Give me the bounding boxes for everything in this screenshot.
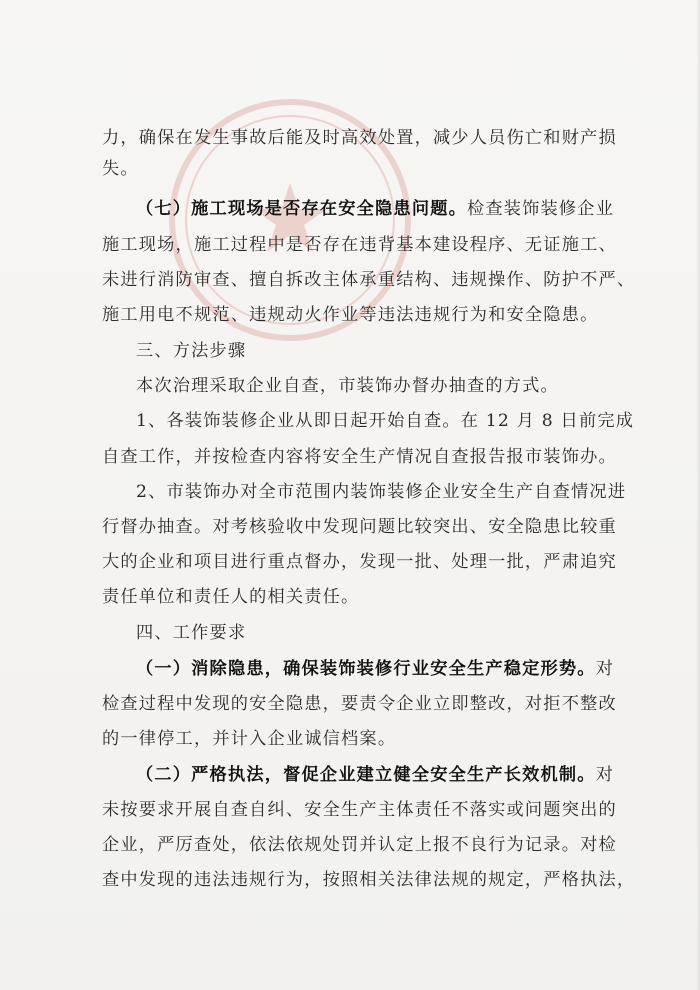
text-line-22-content: 查中发现的违法违规行为，按照相关法律法规的规定，严格执法， [102, 870, 636, 890]
text-line-11 [136, 480, 626, 504]
text-line-18 [102, 727, 396, 751]
text-line-11-content: 2、市装饰办对全市范围内装饰装修企业安全生产自查情况进 [136, 482, 627, 502]
section-4-title: 四、工作要求 [136, 623, 247, 643]
text-line-5-content: 未进行消防审查、擅自拆改主体承重结构、违规操作、防护不严、 [102, 270, 636, 290]
requirement-1-heading [136, 657, 614, 681]
text-line-1-content: 力，确保在发生事故后能及时高效处置，减少人员伤亡和财产损 [102, 128, 617, 148]
text-line-18-content: 的一律停工，并计入企业诚信档案。 [102, 729, 397, 749]
text-line-14 [102, 585, 359, 609]
text-line-9-content: 1、各装饰装修企业从即日起开始自查。在 12 月 8 日前完成 [136, 411, 635, 431]
requirement-2-title: （二）严格执法，督促企业建立健全安全生产长效机制。 [136, 765, 596, 785]
text-line-2 [102, 157, 139, 181]
text-line-10-content: 自查工作，并按检查内容将安全生产情况自查报告报市装饰办。 [102, 447, 617, 467]
text-line-12 [102, 515, 617, 539]
text-line-17-content: 检查过程中发现的安全隐患，要责令企业立即整改，对拒不整改 [102, 694, 617, 714]
text-line-13 [102, 550, 617, 574]
text-line-22 [102, 868, 635, 892]
text-line-17 [102, 692, 617, 716]
text-line-20 [102, 798, 617, 822]
text-line-20-content: 未按要求开展自查自纠、安全生产主体责任不落实或问题突出的 [102, 800, 617, 820]
section-3-heading [136, 339, 246, 363]
text-line-21 [102, 833, 617, 857]
text-line-8-content: 本次治理采取企业自查，市装饰办督办抽查的方式。 [136, 376, 559, 396]
text-line-21-content: 企业，严厉查处，依法依规处罚并认定上报不良行为记录。对检 [102, 835, 617, 855]
text-line-1 [102, 126, 617, 150]
text-line-12-content: 行督办抽查。对考核验收中发现问题比较突出、安全隐患比较重 [102, 517, 617, 537]
text-line-8 [136, 374, 559, 398]
text-line-10 [102, 445, 617, 469]
section-4-heading [136, 621, 246, 645]
text-line-6-content: 施工用电不规范、违规动火作业等违法违规行为和安全隐患。 [102, 305, 599, 325]
text-line-6 [102, 303, 598, 327]
requirement-2-text: 对 [595, 765, 615, 785]
text-line-9 [136, 409, 634, 433]
section-7-title: （七）施工现场是否存在安全隐患问题。 [136, 199, 467, 219]
text-line-2-content: 失。 [102, 159, 139, 179]
text-line-14-content: 责任单位和责任人的相关责任。 [102, 587, 360, 607]
section-7-text: 检查装饰装修企业 [466, 199, 615, 219]
requirement-2-heading [136, 763, 614, 787]
section-3-title: 三、方法步骤 [136, 341, 247, 361]
text-line-5 [102, 268, 635, 292]
page-edge-shadow [696, 0, 700, 990]
text-line-4 [102, 233, 617, 257]
section-7-heading [136, 197, 614, 221]
requirement-1-text: 对 [595, 659, 615, 679]
text-line-13-content: 大的企业和项目进行重点督办，发现一批、处理一批，严肃追究 [102, 552, 617, 572]
text-line-4-content: 施工现场，施工过程中是否存在违背基本建设程序、无证施工、 [102, 235, 617, 255]
requirement-1-title: （一）消除隐患，确保装饰装修行业安全生产稳定形势。 [136, 659, 596, 679]
